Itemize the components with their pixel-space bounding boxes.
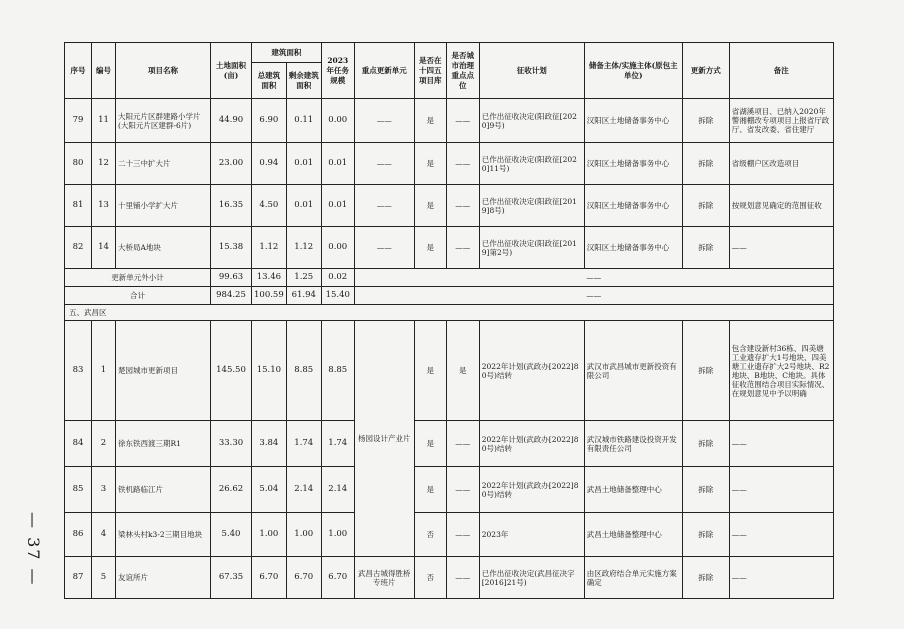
cell-fourteenth: 否 xyxy=(414,557,446,599)
table-row xyxy=(65,185,834,227)
table-row xyxy=(65,99,834,143)
header-unit: 重点更新单元 xyxy=(354,43,414,99)
cell-code: 11 xyxy=(92,99,116,143)
cell-code: 12 xyxy=(92,143,116,185)
header-plan: 征收计划 xyxy=(479,43,584,99)
total-area: 984.25 xyxy=(211,287,252,305)
cell-governance: —— xyxy=(446,143,479,185)
cell-subject: 汉阳区土地储备事务中心 xyxy=(584,227,682,269)
cell-remark: —— xyxy=(729,557,833,599)
header-name: 项目名称 xyxy=(116,43,211,99)
cell-name: 楚园城市更新项目 xyxy=(116,321,211,421)
cell-area: 15.38 xyxy=(211,227,252,269)
cell-remark: 省级棚户区改造项目 xyxy=(729,143,833,185)
cell-area: 145.50 xyxy=(211,321,252,421)
subtotal-row xyxy=(65,269,834,287)
cell-remark: 按规划意见确定的范围征收 xyxy=(729,185,833,227)
cell-governance: —— xyxy=(446,99,479,143)
cell-remark: 省湖溪项目、已纳入2020年警湘棚改专项项目上报省厅政厅、省发改委、省住建厅 xyxy=(729,99,833,143)
cell-seq: 81 xyxy=(65,185,92,227)
subtotal-task: 0.02 xyxy=(321,269,354,287)
cell-remaining: 8.85 xyxy=(286,321,321,421)
cell-fourteenth: 是 xyxy=(414,185,446,227)
cell-total: 6.70 xyxy=(252,557,287,599)
total-remaining: 61.94 xyxy=(286,287,321,305)
cell-remaining: 1.74 xyxy=(286,421,321,467)
cell-remark: —— xyxy=(729,421,833,467)
cell-unit: —— xyxy=(354,185,414,227)
cell-governance: —— xyxy=(446,185,479,227)
cell-remaining: 2.14 xyxy=(286,467,321,513)
cell-name: 二十三中扩大片 xyxy=(116,143,211,185)
cell-governance: —— xyxy=(446,467,479,513)
cell-task: 2.14 xyxy=(321,467,354,513)
cell-code: 1 xyxy=(92,321,116,421)
header-area: 土地面积(亩) xyxy=(211,43,252,99)
cell-total: 4.50 xyxy=(252,185,287,227)
cell-area: 44.90 xyxy=(211,99,252,143)
subtotal-label: 更新单元外小计 xyxy=(65,269,211,287)
subtotal-remaining: 1.25 xyxy=(286,269,321,287)
cell-plan: 2022年计划(武政办[2022]80号)结转 xyxy=(479,421,584,467)
cell-governance: —— xyxy=(446,557,479,599)
cell-total: 6.90 xyxy=(252,99,287,143)
cell-subject: 汉阳区土地储备事务中心 xyxy=(584,185,682,227)
cell-seq: 87 xyxy=(65,557,92,599)
cell-name: 大阳元片区群建路小学片(大阳元片区建群-6片) xyxy=(116,99,211,143)
cell-remaining: 1.12 xyxy=(286,227,321,269)
subtotal-total: 13.46 xyxy=(252,269,287,287)
cell-method: 拆除 xyxy=(682,421,729,467)
cell-method: 拆除 xyxy=(682,467,729,513)
header-building-area: 建筑面积 xyxy=(252,43,322,63)
cell-method: 拆除 xyxy=(682,227,729,269)
cell-plan: 已作出征收决定(阳政征[2019]第2号) xyxy=(479,227,584,269)
page-number: — 37 — xyxy=(24,512,43,587)
cell-unit: —— xyxy=(354,143,414,185)
cell-task: 1.74 xyxy=(321,421,354,467)
total-task: 15.40 xyxy=(321,287,354,305)
cell-remaining: 0.11 xyxy=(286,99,321,143)
cell-task: 0.01 xyxy=(321,185,354,227)
cell-seq: 84 xyxy=(65,421,92,467)
cell-total: 1.12 xyxy=(252,227,287,269)
cell-governance: —— xyxy=(446,513,479,557)
cell-fourteenth: 是 xyxy=(414,99,446,143)
header-method: 更新方式 xyxy=(682,43,729,99)
header-subject: 储备主体/实施主体(原包主单位) xyxy=(584,43,682,99)
cell-seq: 83 xyxy=(65,321,92,421)
cell-seq: 79 xyxy=(65,99,92,143)
cell-fourteenth: 是 xyxy=(414,143,446,185)
cell-remark: —— xyxy=(729,467,833,513)
cell-task: 0.01 xyxy=(321,143,354,185)
cell-method: 拆除 xyxy=(682,557,729,599)
subtotal-area: 99.63 xyxy=(211,269,252,287)
subtotal-dash: —— xyxy=(354,269,833,287)
table-row xyxy=(65,227,834,269)
table-row xyxy=(65,513,834,557)
total-row xyxy=(65,287,834,305)
cell-method: 拆除 xyxy=(682,185,729,227)
cell-plan: 2022年计划(武政办[2022]80号)结转 xyxy=(479,467,584,513)
cell-subject: 武汉城市铁路建设投资开发有限责任公司 xyxy=(584,421,682,467)
table-row xyxy=(65,421,834,467)
cell-method: 拆除 xyxy=(682,513,729,557)
cell-task: 0.00 xyxy=(321,227,354,269)
cell-total: 1.00 xyxy=(252,513,287,557)
cell-subject: 汉阳区土地储备事务中心 xyxy=(584,143,682,185)
cell-task: 8.85 xyxy=(321,321,354,421)
cell-task: 1.00 xyxy=(321,513,354,557)
header-remark: 备注 xyxy=(729,43,833,99)
cell-method: 拆除 xyxy=(682,143,729,185)
cell-task: 6.70 xyxy=(321,557,354,599)
cell-subject: 武昌土地储备整理中心 xyxy=(584,513,682,557)
cell-total: 3.84 xyxy=(252,421,287,467)
cell-plan: 已作出征收决定(阳政征[2020]11号) xyxy=(479,143,584,185)
header-seq: 序号 xyxy=(65,43,92,99)
cell-name: 十里铺小学扩大片 xyxy=(116,185,211,227)
section-title: 五、武昌区 xyxy=(65,305,834,321)
cell-name: 梁林头村k3-2三期目地块 xyxy=(116,513,211,557)
cell-governance: —— xyxy=(446,227,479,269)
cell-area: 5.40 xyxy=(211,513,252,557)
header-code: 编号 xyxy=(92,43,116,99)
cell-remaining: 0.01 xyxy=(286,185,321,227)
cell-method: 拆除 xyxy=(682,321,729,421)
cell-unit: —— xyxy=(354,99,414,143)
cell-area: 33.30 xyxy=(211,421,252,467)
cell-seq: 80 xyxy=(65,143,92,185)
section-row xyxy=(65,305,834,321)
cell-remark: —— xyxy=(729,513,833,557)
cell-total: 0.94 xyxy=(252,143,287,185)
cell-area: 16.35 xyxy=(211,185,252,227)
cell-code: 4 xyxy=(92,513,116,557)
cell-plan: 已作出征收决定(阳政征[2019]8号) xyxy=(479,185,584,227)
table-row xyxy=(65,321,834,421)
total-dash: —— xyxy=(354,287,833,305)
cell-area: 67.35 xyxy=(211,557,252,599)
total-label: 合计 xyxy=(65,287,211,305)
cell-name: 铁机路临江片 xyxy=(116,467,211,513)
cell-code: 3 xyxy=(92,467,116,513)
cell-method: 拆除 xyxy=(682,99,729,143)
cell-code: 2 xyxy=(92,421,116,467)
cell-area: 26.62 xyxy=(211,467,252,513)
header-fourteenth: 是否在十四五项目库 xyxy=(414,43,446,99)
cell-subject: 武汉市武昌城市更新投资有限公司 xyxy=(584,321,682,421)
cell-remaining: 0.01 xyxy=(286,143,321,185)
header-task-2023: 2023年任务规模 xyxy=(321,43,354,99)
table-row xyxy=(65,467,834,513)
cell-area: 23.00 xyxy=(211,143,252,185)
cell-subject: 武昌土地储备整理中心 xyxy=(584,467,682,513)
cell-remaining: 1.00 xyxy=(286,513,321,557)
cell-name: 大桥局A地块 xyxy=(116,227,211,269)
header-total-area: 总建筑面积 xyxy=(252,63,287,99)
cell-plan: 2022年计划(武政办[2022]80号)结转 xyxy=(479,321,584,421)
cell-fourteenth: 否 xyxy=(414,513,446,557)
cell-plan: 已作出征收决定(武昌征决字[2016]21号) xyxy=(479,557,584,599)
header-governance: 是否城市治理重点点位 xyxy=(446,43,479,99)
cell-governance: —— xyxy=(446,421,479,467)
cell-name: 徐东铁西渡三期R1 xyxy=(116,421,211,467)
cell-seq: 82 xyxy=(65,227,92,269)
cell-name: 友谊所片 xyxy=(116,557,211,599)
cell-fourteenth: 是 xyxy=(414,421,446,467)
cell-unit-merged: 杨园设计产业片 xyxy=(354,321,414,557)
cell-total: 15.10 xyxy=(252,321,287,421)
cell-unit: —— xyxy=(354,227,414,269)
cell-code: 5 xyxy=(92,557,116,599)
cell-remaining: 6.70 xyxy=(286,557,321,599)
total-total: 100.59 xyxy=(252,287,287,305)
cell-subject: 由区政府结合单元实施方案确定 xyxy=(584,557,682,599)
cell-plan: 2023年 xyxy=(479,513,584,557)
cell-seq: 86 xyxy=(65,513,92,557)
cell-code: 13 xyxy=(92,185,116,227)
document-table xyxy=(64,42,834,599)
cell-code: 14 xyxy=(92,227,116,269)
cell-fourteenth: 是 xyxy=(414,227,446,269)
cell-fourteenth: 是 xyxy=(414,467,446,513)
cell-subject: 汉阳区土地储备事务中心 xyxy=(584,99,682,143)
cell-governance: 是 xyxy=(446,321,479,421)
cell-total: 5.04 xyxy=(252,467,287,513)
cell-task: 0.00 xyxy=(321,99,354,143)
cell-remark: 包含建设新村36栋、四美塘工业遗存扩大1号地块、四美塘工业遗存扩大2号地块、R2地块、B地块、C地块。具体征收范围结合项目实际情况、在规划意见中予以明确 xyxy=(729,321,833,421)
cell-remark: —— xyxy=(729,227,833,269)
cell-fourteenth: 是 xyxy=(414,321,446,421)
table-row xyxy=(65,557,834,599)
cell-seq: 85 xyxy=(65,467,92,513)
cell-plan: 已作出征收决定(阳政征[2020]9号) xyxy=(479,99,584,143)
header-remaining-area: 剩余建筑面积 xyxy=(286,63,321,99)
cell-unit: 武昌古城得胜桥专班片 xyxy=(354,557,414,599)
table-row xyxy=(65,143,834,185)
